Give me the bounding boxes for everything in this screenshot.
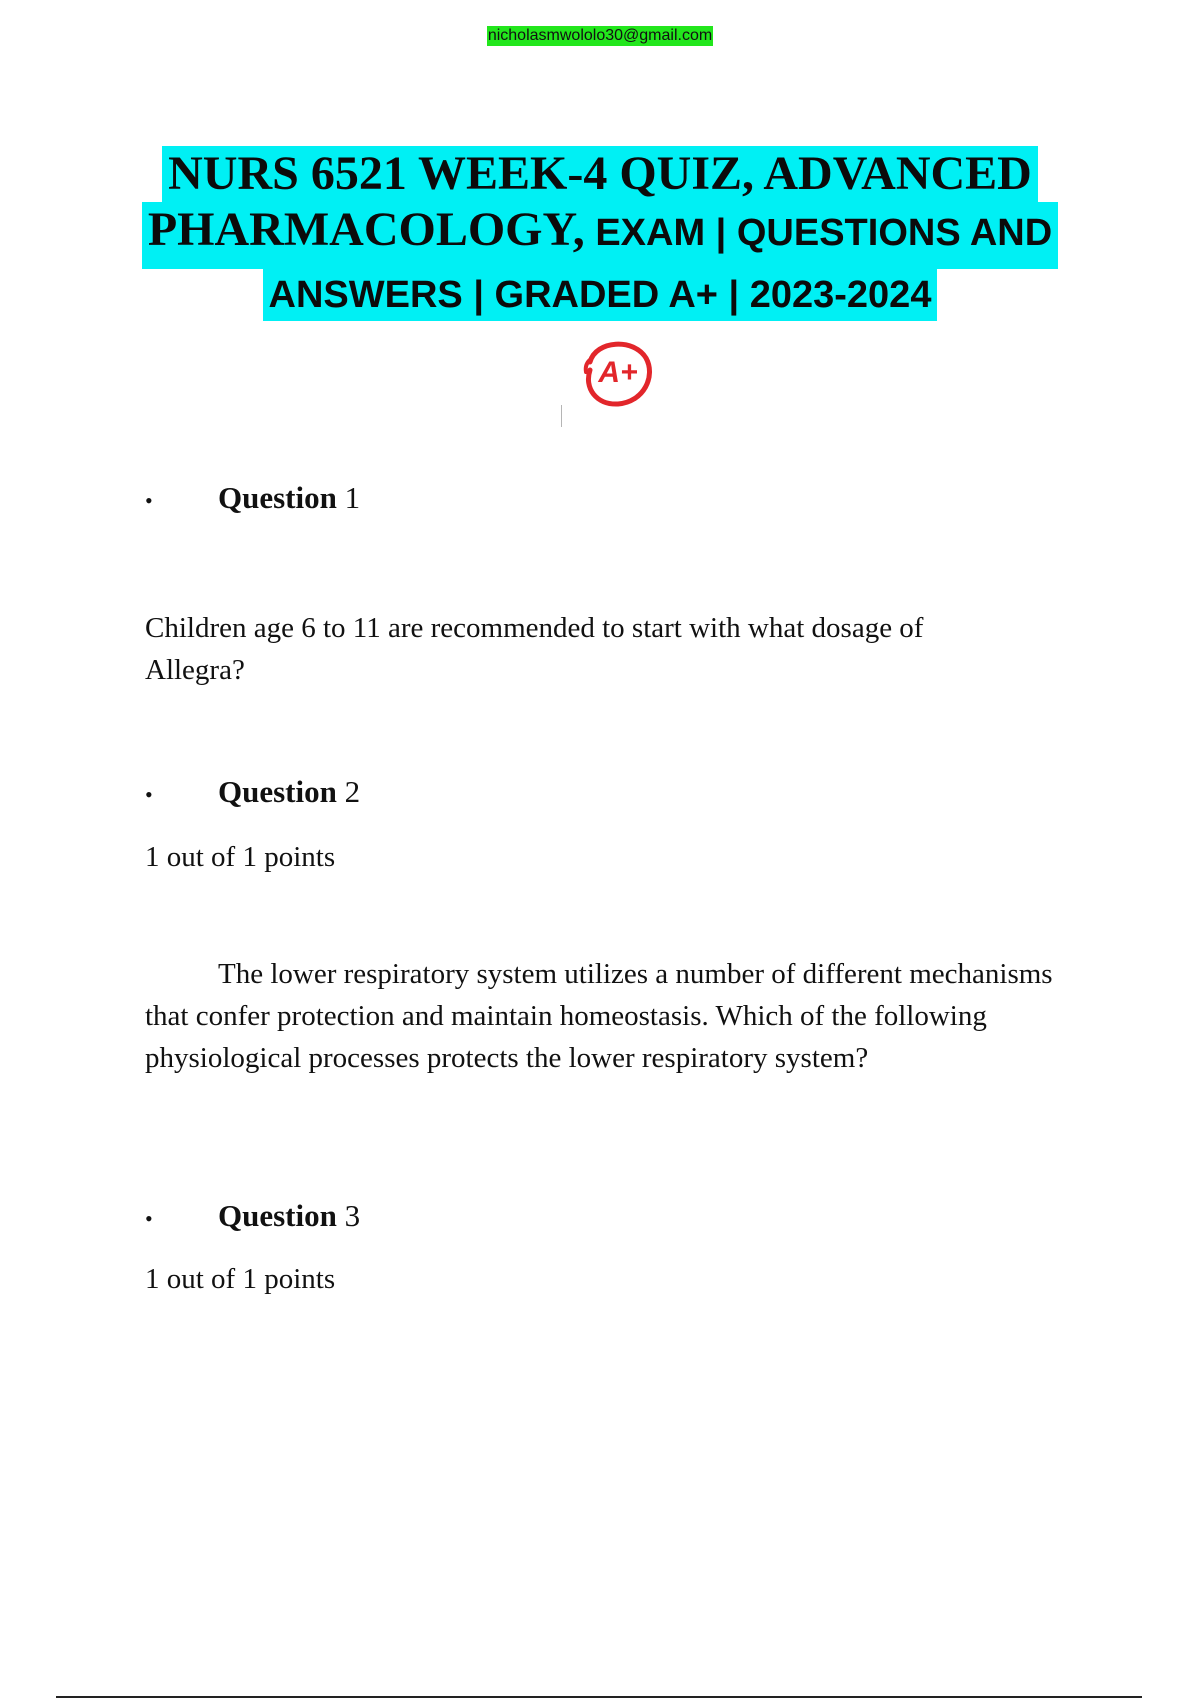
grade-stamp-text: A+ bbox=[598, 356, 638, 389]
question-2-points: 1 out of 1 points bbox=[145, 841, 336, 873]
bullet-icon: • bbox=[145, 487, 153, 513]
question-1-label: Question bbox=[218, 480, 337, 515]
grade-stamp-icon bbox=[578, 332, 658, 412]
bullet-icon: • bbox=[145, 1205, 153, 1231]
question-2-heading bbox=[145, 774, 360, 813]
question-3-number: 3 bbox=[344, 1198, 361, 1233]
question-3-label: Question bbox=[218, 1198, 337, 1233]
question-2-number: 2 bbox=[344, 774, 361, 809]
title-line-2 bbox=[142, 202, 1058, 269]
text-cursor bbox=[561, 405, 562, 427]
document-title bbox=[0, 146, 1200, 321]
title-line-3: ANSWERS | GRADED A+ | 2023-2024 bbox=[263, 269, 938, 321]
email-address: nicholasmwololo30@gmail.com bbox=[487, 27, 713, 44]
page-bottom-divider bbox=[56, 1696, 1142, 1698]
question-1-text: Children age 6 to 11 are recommended to start with what dosage of Allegra? bbox=[145, 612, 924, 686]
question-3-points: 1 out of 1 points bbox=[145, 1263, 336, 1295]
question-3-heading bbox=[145, 1198, 360, 1237]
bullet-icon: • bbox=[145, 781, 153, 807]
title-line-2-serif: PHARMACOLOGY, bbox=[147, 203, 585, 256]
question-1-heading bbox=[145, 480, 360, 519]
question-1-number: 1 bbox=[344, 480, 361, 515]
question-2-text: The lower respiratory system utilizes a number of different mechanisms that confer protection and maintain homeostasis. Which of the following physiological processes protects the lower respiratory system? bbox=[145, 958, 1053, 1074]
email-header bbox=[0, 26, 1200, 46]
title-line-2-sans: EXAM | QUESTIONS AND bbox=[584, 212, 1053, 254]
question-2-label: Question bbox=[218, 774, 337, 809]
title-line-1: NURS 6521 WEEK-4 QUIZ, ADVANCED bbox=[162, 146, 1038, 202]
